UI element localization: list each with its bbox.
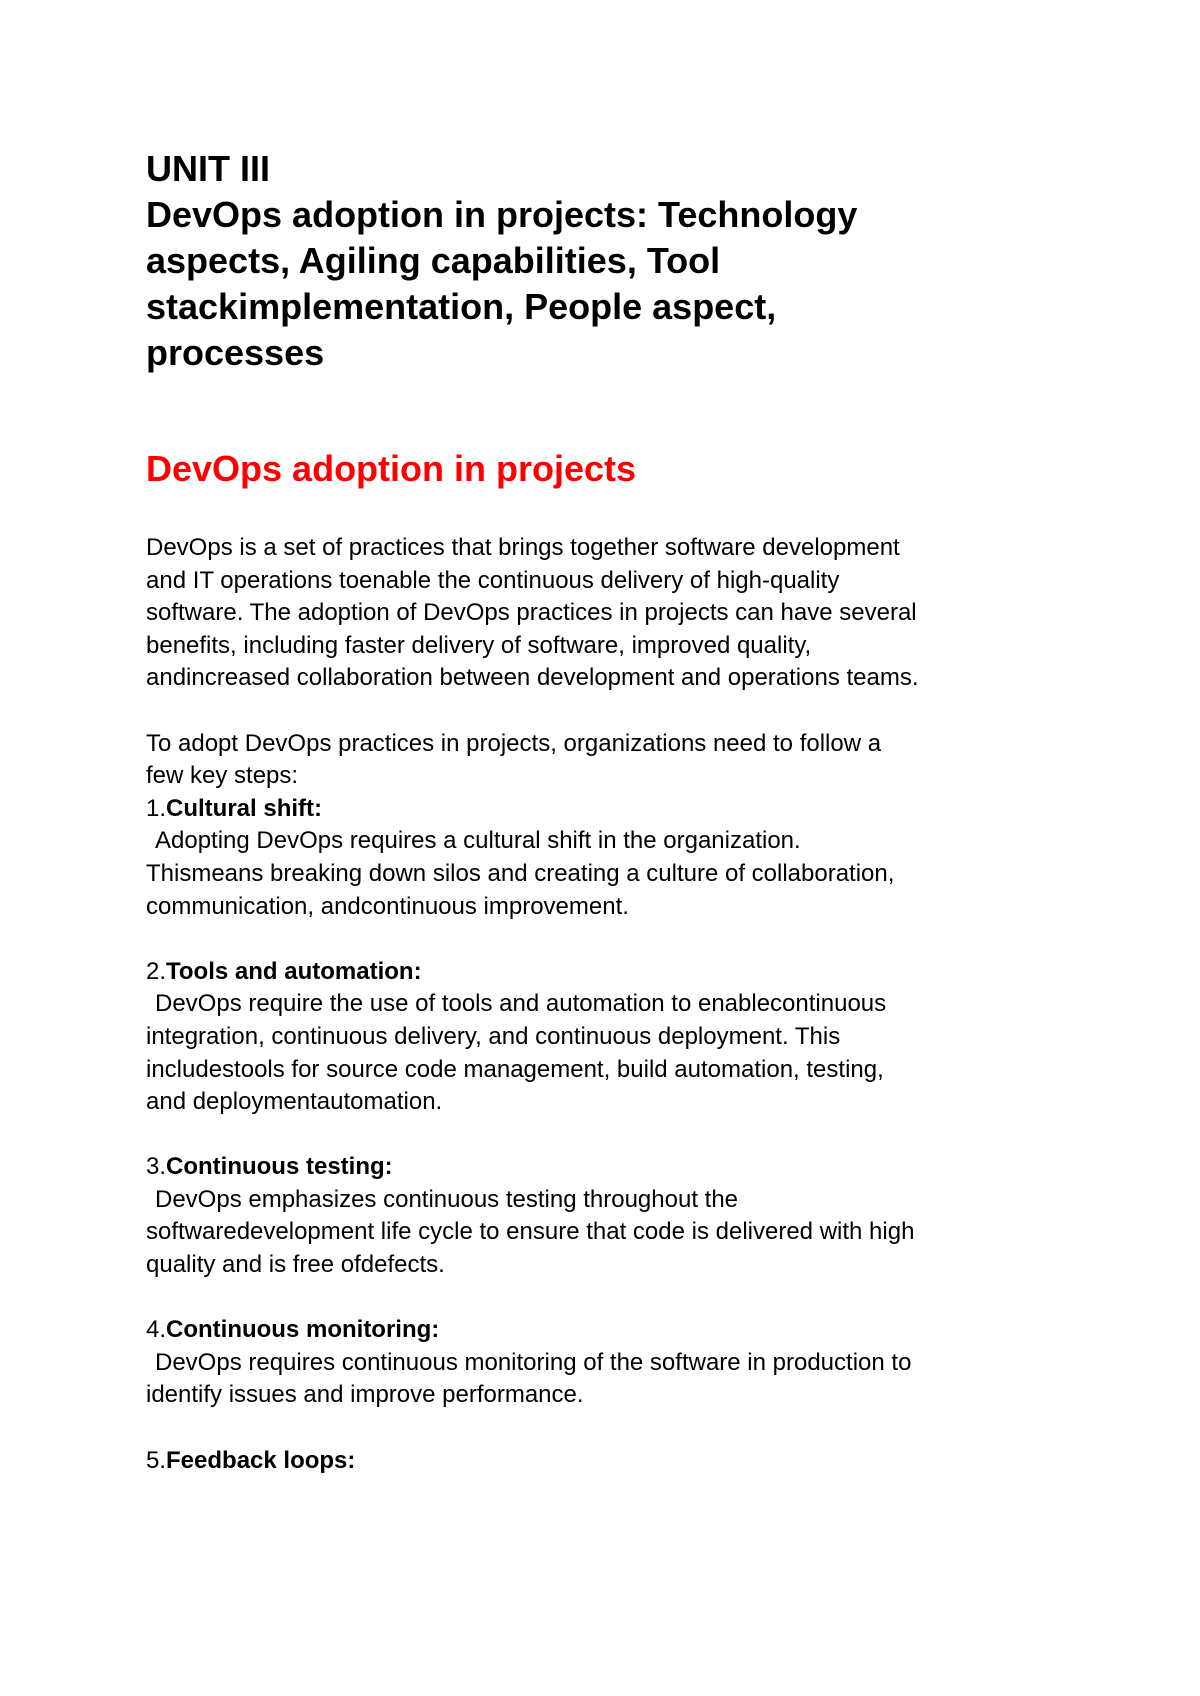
intro-line: software. The adoption of DevOps practices in projects can have several <box>146 599 917 627</box>
page-title-line-2: aspects, Agiling capabilities, Tool <box>146 240 721 281</box>
step-heading <box>146 793 1086 826</box>
step-tools-and-automation <box>146 956 1086 1119</box>
step-line: DevOps emphasizes continuous testing throughout the <box>155 1185 739 1213</box>
step-title: Cultural shift: <box>166 794 323 822</box>
paragraph-gap <box>146 1119 1086 1152</box>
step-line: includestools for source code management, build automation, testing, <box>146 1055 884 1083</box>
step-heading <box>146 956 1086 989</box>
step-number: 4. <box>146 1316 167 1344</box>
step-cultural-shift <box>146 793 1086 923</box>
document-page <box>146 146 1086 1477</box>
page-title-line-1: DevOps adoption in projects: Technology <box>146 194 858 235</box>
paragraph-gap <box>146 1412 1086 1445</box>
step-title: Continuous monitoring: <box>166 1316 440 1344</box>
intro-line: and IT operations toenable the continuous delivery of high-quality <box>146 566 840 594</box>
intro-line: andincreased collaboration between development and operations teams. <box>146 664 919 692</box>
step-line: DevOps requires continuous monitoring of the software in production to <box>155 1348 912 1376</box>
step-number: 2. <box>146 957 167 985</box>
step-title: Feedback loops: <box>166 1446 356 1474</box>
step-line: Adopting DevOps requires a cultural shift in the organization. <box>155 827 801 855</box>
step-number: 5. <box>146 1446 167 1474</box>
step-line: DevOps require the use of tools and automation to enablecontinuous <box>155 990 887 1018</box>
steps-intro-line: To adopt DevOps practices in projects, organizations need to follow a <box>146 729 882 757</box>
step-line: identify issues and improve performance. <box>146 1381 584 1409</box>
step-title: Tools and automation: <box>166 957 422 985</box>
unit-label: UNIT III <box>146 148 270 189</box>
intro-paragraph <box>146 532 1086 695</box>
step-feedback-loops <box>146 1445 1086 1478</box>
step-line: integration, continuous delivery, and continuous deployment. This <box>146 1022 841 1050</box>
step-title: Continuous testing: <box>166 1153 393 1181</box>
step-number: 1. <box>146 794 167 822</box>
step-heading <box>146 1445 1086 1478</box>
section-heading: DevOps adoption in projects <box>146 448 637 489</box>
step-number: 3. <box>146 1153 167 1181</box>
steps-intro-line: few key steps: <box>146 762 299 790</box>
intro-line: DevOps is a set of practices that brings together software development <box>146 534 900 561</box>
step-line: softwaredevelopment life cycle to ensure that code is delivered with high <box>146 1218 915 1246</box>
paragraph-gap <box>146 695 1086 728</box>
paragraph-gap <box>146 923 1086 956</box>
step-line: and deploymentautomation. <box>146 1088 443 1116</box>
step-line: Thismeans breaking down silos and creating a culture of collaboration, <box>146 859 895 887</box>
steps-intro-paragraph <box>146 728 1086 793</box>
step-line: quality and is free ofdefects. <box>146 1251 445 1279</box>
page-title-line-4: processes <box>146 332 325 373</box>
step-continuous-monitoring <box>146 1314 1086 1412</box>
step-heading <box>146 1314 1086 1347</box>
page-title-line-3: stackimplementation, People aspect, <box>146 286 777 327</box>
paragraph-gap <box>146 1282 1086 1315</box>
step-heading <box>146 1151 1086 1184</box>
step-line: communication, andcontinuous improvement. <box>146 892 629 920</box>
step-continuous-testing <box>146 1151 1086 1281</box>
intro-line: benefits, including faster delivery of software, improved quality, <box>146 631 812 659</box>
